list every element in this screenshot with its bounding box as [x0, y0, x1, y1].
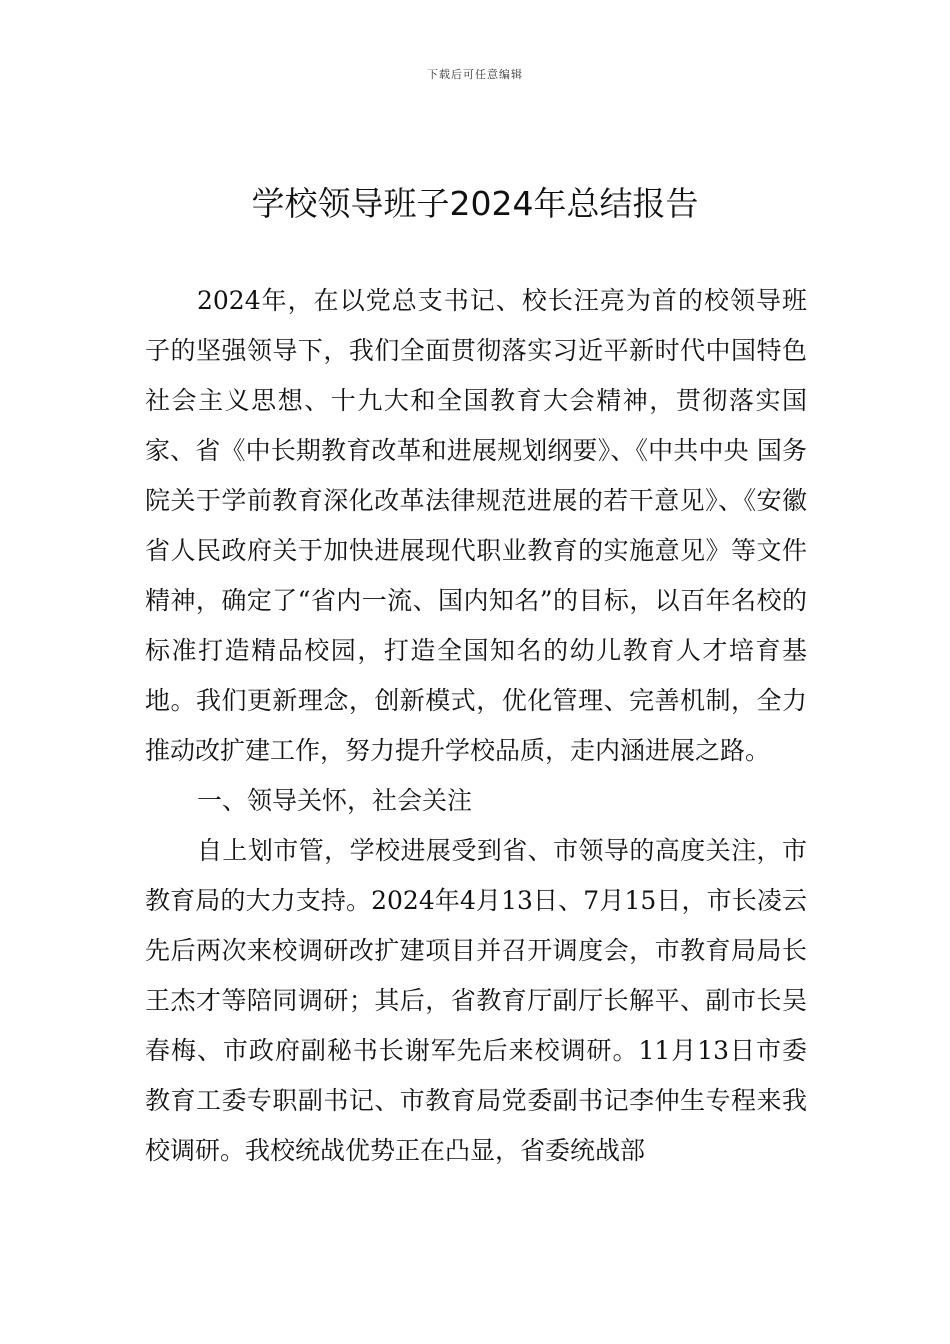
section-heading: 一、领导关怀，社会关注	[197, 786, 473, 815]
document-body	[145, 276, 807, 1176]
document-title: 学校领导班子2024年总结报告	[251, 184, 699, 223]
paragraph-section-1: 自上划市管，学校进展受到省、市领导的高度关注，市教育局的大力支持。2024年4月13日、7月15日，市长凌云先后两次来校调研改扩建项目并召开调度会，市教育局局长王杰才等陪同调研；其后，省教育厅副厅长解平、副市长吴春梅、市政府副秘书长谢军先后来校调研。11月13日市委教育工委专职副书记、市教育局党委副书记李仲生专程来我校调研。我校统战优势正在凸显，省委统战部	[145, 836, 807, 1165]
header-note: 下载后可任意编辑	[427, 68, 523, 81]
paragraph-intro: 2024年，在以党总支书记、校长汪亮为首的校领导班子的坚强领导下，我们全面贯彻落实习近平新时代中国特色社会主义思想、十九大和全国教育大会精神，贯彻落实国家、省《中长期教育改革和进展规划纲要》、《中共中央 国务院关于学前教育深化改革法律规范进展的若干意见》、《安徽省人民政府关于加快进展现代职业教育的实施意见》等文件精神，确定了“省内一流、国内知名”的目标，以百年名校的标准打造精品校园，打造全国知名的幼儿教育人才培育基地。我们更新理念，创新模式，优化管理、完善机制，全力推动改扩建工作，努力提升学校品质，走内涵进展之路。	[145, 286, 807, 765]
